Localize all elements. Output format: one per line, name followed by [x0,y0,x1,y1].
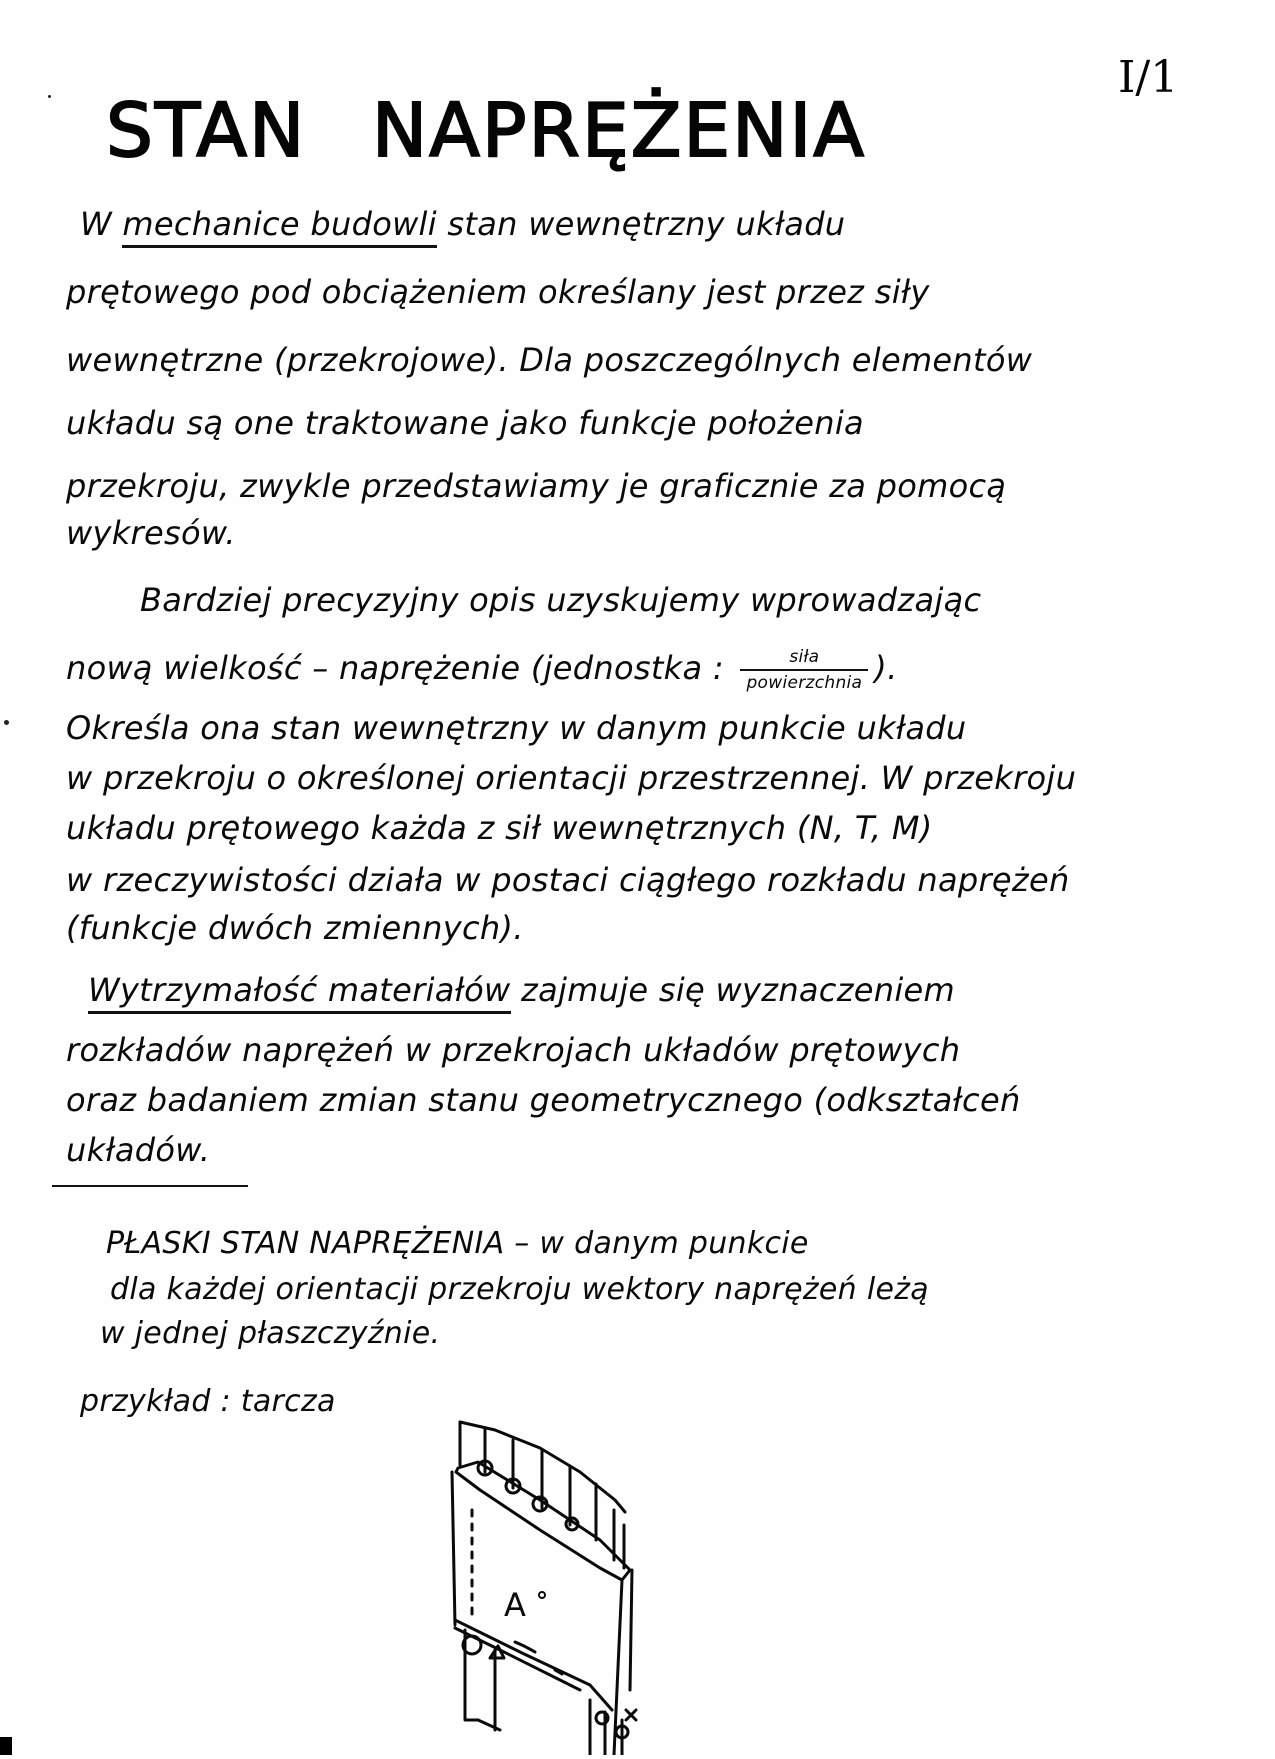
paragraph2-line3: Określa ona stan wewnętrzny w danym punkcie układu [66,709,967,747]
text-fragment: stan wewnętrzny układu [436,205,846,243]
unit-fraction [740,647,868,693]
page-title: STAN NAPRĘŻENIA [106,88,866,174]
plate-figure [400,1420,700,1755]
paragraph2-line6: w rzeczywistości działa w postaci ciągłego rozkładu naprężeń [66,861,1070,899]
paragraph2-line7: (funkcje dwóch zmiennych). [66,909,524,947]
scan-speck [4,720,9,725]
paragraph1-line6: wykresów. [66,514,236,552]
fraction-numerator: siła [740,647,868,671]
page-number: I/1 [1118,52,1179,103]
paragraph1-line2: prętowego pod obciążeniem określany jest przez siły [66,273,930,311]
section-divider [52,1185,248,1187]
section2-line2: dla każdej orientacji przekroju wektory naprężeń leżą [110,1272,929,1307]
paragraph1-line4: układu są one traktowane jako funkcje położenia [66,404,864,442]
paragraph3-line4: układów. [66,1131,211,1169]
example-label: przykład : tarcza [80,1384,336,1419]
text-fragment: zajmuje się wyznaczeniem [510,971,956,1009]
paragraph1-line5: przekroju, zwykle przedstawiamy je graficznie za pomocą [66,467,1007,505]
scan-corner-mark [0,1737,12,1755]
plate-sketch-icon [400,1420,700,1755]
text-fragment: nową wielkość – naprężenie (jednostka : [66,649,735,687]
section2-line1: PŁASKI STAN NAPRĘŻENIA – w danym punkcie [106,1226,809,1261]
point-a-label: A [504,1586,526,1624]
fraction-denominator: powierzchnia [746,673,863,693]
text-fragment: ). [874,649,898,687]
paragraph3-line3: oraz badaniem zmian stanu geometrycznego (odkształceń [66,1081,1021,1119]
underlined-term-mechanika-budowli: mechanice budowli [122,205,437,248]
paragraph1-line3: wewnętrzne (przekrojowe). Dla poszczególnych elementów [66,341,1033,379]
paragraph2-line2 [66,640,898,696]
paragraph3-line2: rozkładów naprężeń w przekrojach układów prętowych [66,1031,961,1069]
paragraph2-line1: Bardziej precyzyjny opis uzyskujemy wprowadzając [140,581,982,619]
underlined-term-wytrzymalosc-materialow: Wytrzymałość materiałów [88,971,511,1014]
scan-speck [48,95,51,98]
paragraph1-line1 [80,196,845,252]
paragraph2-line4: w przekroju o określonej orientacji przestrzennej. W przekroju [66,759,1077,797]
section2-line3: w jednej płaszczyźnie. [100,1316,441,1351]
paragraph3-line1 [88,962,955,1018]
text-fragment: W [80,205,123,243]
paragraph2-line5: układu prętowego każda z sił wewnętrznych (N, T, M) [66,809,933,847]
